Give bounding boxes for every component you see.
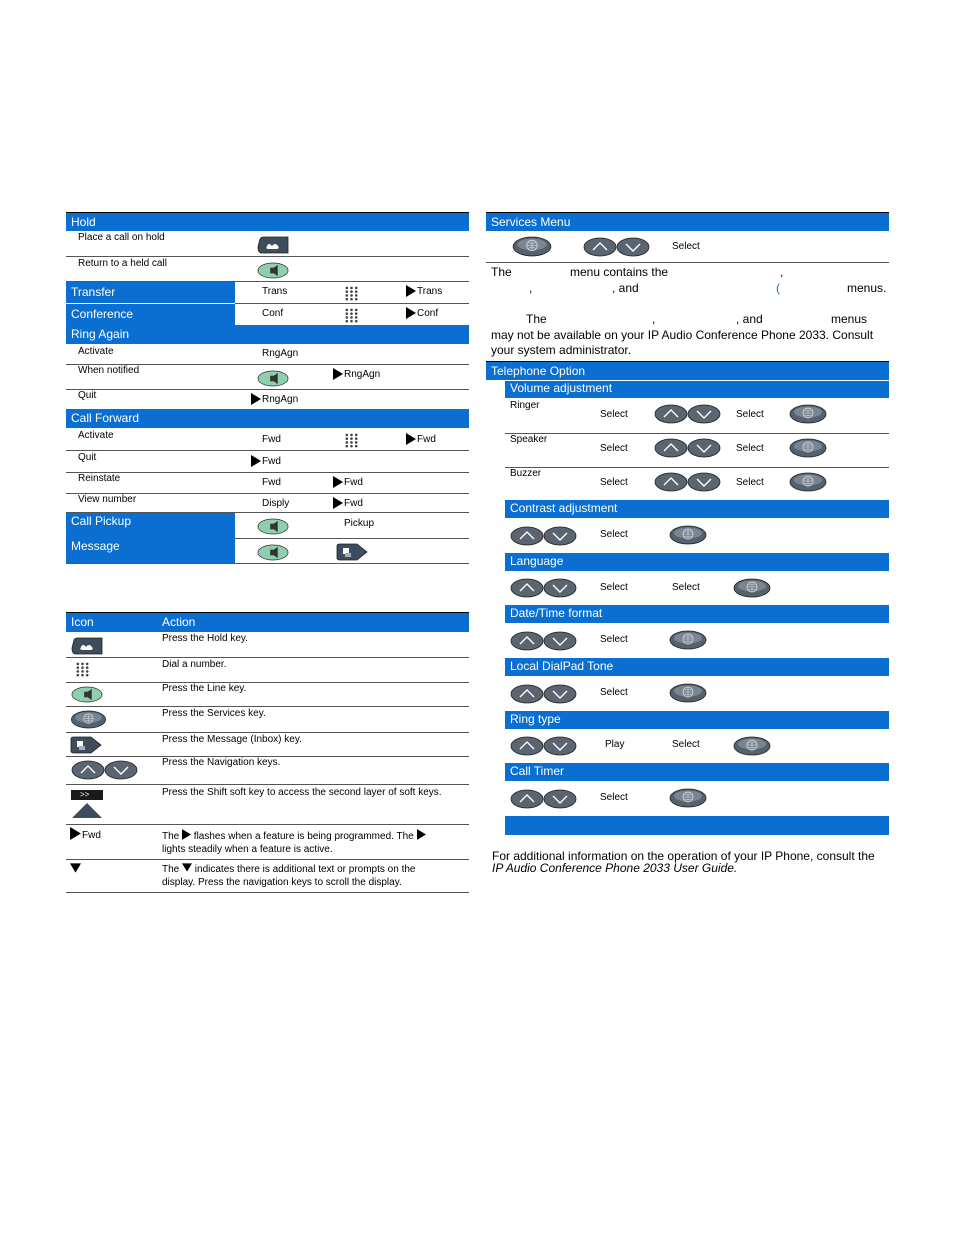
conf-softkey: Conf: [262, 308, 284, 319]
nav-up-icon: [510, 684, 544, 704]
divider: [235, 538, 469, 539]
fwd-legend-label: Fwd: [82, 830, 101, 841]
select-label: Select: [736, 477, 764, 488]
para2-and: , and: [736, 312, 763, 326]
legend-col-action: Action: [162, 615, 196, 629]
select-label: Select: [600, 409, 628, 420]
call-forward-header: Call Forward: [66, 409, 469, 428]
dialpad-icon: [344, 286, 359, 301]
select-label: Select: [736, 409, 764, 420]
fwd-quit-key: Fwd: [262, 456, 281, 467]
fwd-reinstate-softkey: Fwd: [262, 477, 281, 488]
ring-again-header: Ring Again: [66, 325, 469, 344]
nav-up-icon: [654, 472, 688, 492]
trans-feature-label: Trans: [417, 286, 443, 297]
hold-row-label: Place a call on hold: [78, 232, 165, 243]
play-label: Play: [605, 739, 625, 750]
ringagain-activate-label: Activate: [78, 346, 114, 357]
rngagn-feature-label: RngAgn: [344, 369, 381, 380]
nav-up-icon: [510, 526, 544, 546]
speaker-label: Speaker: [510, 434, 548, 445]
fwd-legend-text: The flashes when a feature is being programmed. The lights steadily when a feature is active.: [162, 829, 467, 856]
para1-paren: (: [776, 281, 780, 295]
ringagain-quit-label: Quit: [78, 390, 97, 401]
feature-arrow-icon: [182, 829, 191, 840]
message-header: Message: [66, 538, 235, 563]
services-key-icon: [70, 710, 107, 729]
para1-the: The: [491, 265, 512, 279]
services-key-icon: [669, 788, 707, 808]
fwd-activate-label: Activate: [78, 430, 114, 441]
telephone-option-header: Telephone Option: [486, 361, 889, 380]
nav-down-icon: [543, 578, 577, 598]
dialpad-icon: [75, 662, 90, 677]
language-header: Language: [505, 553, 889, 571]
volume-header: Volume adjustment: [505, 381, 889, 398]
more-indicator-icon: [70, 863, 81, 873]
divider: [66, 256, 469, 257]
select-label: Select: [600, 477, 628, 488]
divider: [66, 472, 469, 473]
feature-arrow-icon: [333, 368, 343, 380]
select-label: Select: [736, 443, 764, 454]
feature-arrow-icon: [251, 393, 261, 405]
nav-up-icon: [583, 237, 617, 257]
nav-down-icon: [687, 472, 721, 492]
more-indicator-icon: [182, 863, 192, 872]
para2-line3: your system administrator.: [491, 343, 632, 357]
select-label: Select: [600, 687, 628, 698]
select-label: Select: [672, 241, 700, 252]
nav-down-icon: [687, 404, 721, 424]
transfer-header: Transfer: [66, 282, 235, 303]
rngagn-quit-label: RngAgn: [262, 394, 299, 405]
conf-feature-label: Conf: [417, 308, 439, 319]
legend-row-text: Press the Message (Inbox) key.: [162, 734, 302, 745]
hold-header: Hold: [66, 212, 469, 231]
shift-softkey-icon: [71, 790, 103, 800]
ring-type-header: Ring type: [505, 711, 889, 729]
nav-up-icon: [510, 578, 544, 598]
footer-line2-guide: IP Audio Conference Phone 2033 User Guide.: [492, 861, 738, 875]
services-key-icon: [669, 630, 707, 650]
legend-row-text: Press the Hold key.: [162, 633, 248, 644]
feature-arrow-icon: [70, 827, 81, 840]
divider: [66, 682, 469, 683]
nav-up-icon: [510, 736, 544, 756]
para1-menus: menus.: [847, 281, 887, 295]
more-legend-text: The indicates there is additional text or prompts on the display. Press the navigation keys to scroll the display.: [162, 864, 416, 888]
call-timer-header: Call Timer: [505, 763, 889, 781]
nav-down-icon: [104, 760, 138, 780]
services-key-icon: [669, 683, 707, 703]
nav-up-icon: [654, 404, 688, 424]
line-key-icon: [257, 262, 289, 279]
feature-arrow-icon: [406, 433, 416, 445]
ringer-label: Ringer: [510, 400, 540, 411]
pickup-softkey: Pickup: [344, 518, 375, 529]
services-key-icon: [669, 525, 707, 545]
feature-arrow-icon: [333, 476, 343, 488]
legend-row-text: Dial a number.: [162, 659, 227, 670]
disply-softkey: Disply: [262, 498, 290, 509]
footer-line1: For additional information on the operation of your IP Phone, consult the: [492, 849, 875, 863]
nav-down-icon: [543, 631, 577, 651]
divider: [235, 303, 469, 304]
select-label: Select: [600, 634, 628, 645]
legend-row-text: Press the Line key.: [162, 683, 247, 694]
divider: [66, 563, 469, 564]
nav-down-icon: [543, 736, 577, 756]
nav-down-icon: [543, 789, 577, 809]
fwd-reinstate-label: Reinstate: [78, 473, 121, 484]
divider: [66, 706, 469, 707]
conference-header: Conference: [66, 304, 235, 325]
return-held-label: Return to a held call: [78, 258, 167, 269]
fwd-reinstate-feature: Fwd: [344, 477, 363, 488]
hold-key-icon: [256, 236, 290, 254]
para1-comma: ,: [780, 265, 784, 279]
divider: [505, 467, 889, 468]
select-label: Select: [672, 582, 700, 593]
dialpad-tone-header: Local DialPad Tone: [505, 658, 889, 676]
services-key-icon: [512, 236, 552, 257]
feature-arrow-icon: [417, 829, 426, 840]
buzzer-label: Buzzer: [510, 468, 542, 479]
feature-arrow-icon: [333, 497, 343, 509]
trans-softkey: Trans: [262, 286, 288, 297]
services-key-icon: [789, 472, 827, 492]
divider: [66, 824, 469, 825]
divider: [66, 732, 469, 733]
services-menu-header: Services Menu: [486, 212, 889, 231]
line-key-icon: [257, 518, 289, 535]
feature-arrow-icon: [406, 307, 416, 319]
para1-comma: ,: [529, 281, 533, 295]
nav-up-icon: [654, 438, 688, 458]
nav-down-icon: [543, 684, 577, 704]
divider: [66, 450, 469, 451]
message-key-icon: [69, 736, 103, 754]
divider: [66, 859, 469, 860]
hold-key-icon: [70, 637, 104, 655]
call-pickup-header: Call Pickup: [66, 513, 235, 538]
services-key-icon: [733, 736, 771, 756]
para2-menus: menus: [831, 312, 868, 326]
para2-line2: may not be available on your IP Audio Conference Phone 2033. Consult: [491, 328, 874, 342]
divider: [486, 262, 889, 263]
nav-down-icon: [616, 237, 650, 257]
message-key-icon: [335, 543, 369, 561]
select-label: Select: [600, 582, 628, 593]
services-key-icon: [733, 578, 771, 598]
dialpad-icon: [344, 308, 359, 323]
fwd-softkey: Fwd: [262, 434, 281, 445]
para2-the: The: [526, 312, 547, 326]
legend-header: [66, 612, 469, 632]
legend-row-text: Press the Shift soft key to access the second layer of soft keys.: [162, 787, 442, 798]
nav-up-icon: [510, 631, 544, 651]
ringagain-notified-label: When notified: [78, 365, 140, 376]
footer-bar: [505, 816, 889, 835]
shift-softkey-label: >>: [80, 790, 90, 799]
fwd-view-feature: Fwd: [344, 498, 363, 509]
select-label: Select: [600, 529, 628, 540]
para1-contains: menu contains the: [570, 265, 669, 279]
nav-down-icon: [687, 438, 721, 458]
line-key-icon: [257, 370, 289, 387]
datetime-header: Date/Time format: [505, 605, 889, 623]
legend-row-text: Press the Navigation keys.: [162, 757, 281, 768]
divider: [66, 657, 469, 658]
shift-triangle-icon: [71, 802, 103, 818]
line-key-icon: [71, 686, 103, 703]
divider: [66, 784, 469, 785]
nav-up-icon: [71, 760, 105, 780]
dialpad-icon: [344, 433, 359, 448]
line-key-icon: [257, 544, 289, 561]
rngagn-softkey: RngAgn: [262, 348, 299, 359]
fwd-view-label: View number: [78, 494, 137, 505]
select-label: Select: [672, 739, 700, 750]
legend-col-icon: Icon: [71, 615, 94, 629]
para1-and: , and: [612, 281, 639, 295]
services-key-icon: [789, 404, 827, 424]
fwd-feature-label: Fwd: [417, 434, 436, 445]
legend-row-text: Press the Services key.: [162, 708, 266, 719]
para2-comma: ,: [652, 312, 656, 326]
nav-up-icon: [510, 789, 544, 809]
divider: [66, 892, 469, 893]
divider: [505, 433, 889, 434]
feature-arrow-icon: [251, 455, 261, 467]
nav-down-icon: [543, 526, 577, 546]
select-label: Select: [600, 443, 628, 454]
divider: [66, 389, 469, 390]
feature-arrow-icon: [406, 285, 416, 297]
contrast-header: Contrast adjustment: [505, 500, 889, 518]
services-key-icon: [789, 438, 827, 458]
fwd-quit-label: Quit: [78, 452, 97, 463]
select-label: Select: [600, 792, 628, 803]
